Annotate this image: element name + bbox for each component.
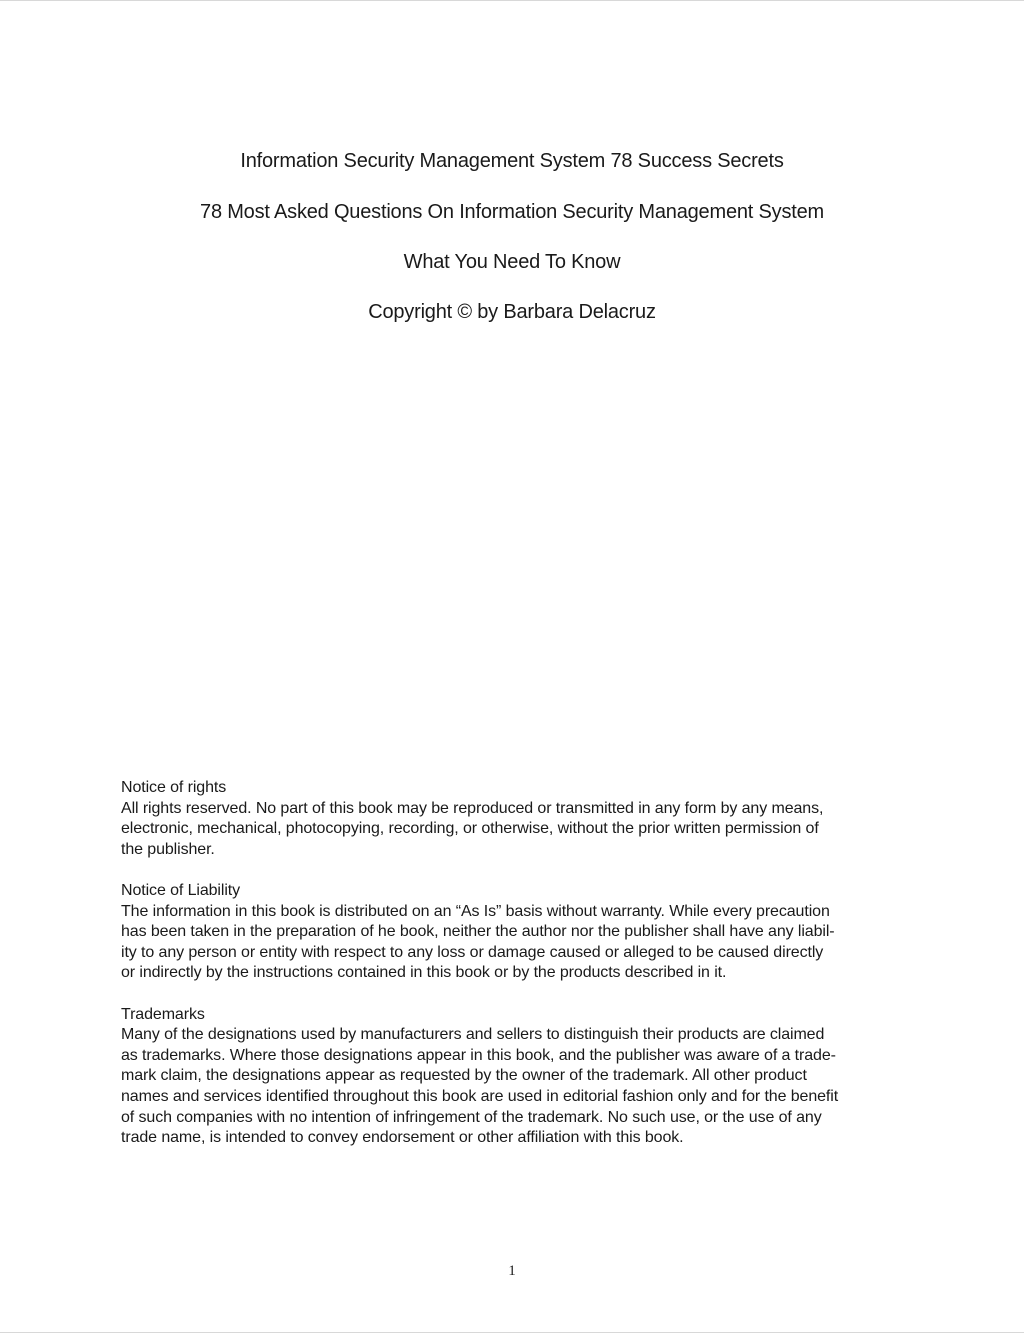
- page-number: 1: [508, 1263, 516, 1279]
- notice-of-rights: [121, 778, 911, 860]
- trademarks-notice: [121, 1005, 911, 1149]
- notice-line: Many of the designations used by manufacturers and sellers to distinguish their products are claimed: [121, 1026, 825, 1044]
- notice-line: of such companies with no intention of infringement of the trademark. No such use, or the use of any: [121, 1108, 822, 1126]
- legal-notices: [121, 778, 911, 1169]
- notice-line: as trademarks. Where those designations appear in this book, and the publisher was aware of a trade-: [121, 1046, 836, 1064]
- notice-heading: Notice of rights: [121, 779, 227, 796]
- notice-of-liability: [121, 881, 911, 984]
- notice-line: All rights reserved. No part of this book may be reproduced or transmitted in any form by any means,: [121, 799, 824, 817]
- notice-line: names and services identified throughout this book are used in editorial fashion only and for the benefit: [121, 1087, 839, 1105]
- notice-line: mark claim, the designations appear as requested by the owner of the trademark. All other product: [121, 1067, 807, 1085]
- book-title: Information Security Management System 78 Success Secrets: [240, 150, 784, 172]
- notice-line: ity to any person or entity with respect to any loss or damage caused or alleged to be caused directly: [121, 943, 824, 961]
- notice-line: or indirectly by the instructions contained in this book or by the products described in it.: [121, 964, 727, 982]
- book-tagline: What You Need To Know: [403, 251, 621, 273]
- book-subtitle: 78 Most Asked Questions On Information Security Management System: [200, 201, 824, 223]
- notice-heading: Trademarks: [121, 1005, 205, 1023]
- notice-heading: Notice of Liability: [121, 881, 241, 899]
- copyright-line: Copyright © by Barbara Delacruz: [368, 301, 656, 323]
- notice-line: electronic, mechanical, photocopying, recording, or otherwise, without the prior written permission of: [121, 820, 819, 838]
- notice-line: the publisher.: [121, 840, 215, 858]
- notice-line: has been taken in the preparation of he book, neither the author nor the publisher shall have any liabil-: [121, 923, 835, 941]
- notice-line: The information in this book is distributed on an “As Is” basis without warranty. While every precaution: [121, 902, 830, 920]
- notice-line: trade name, is intended to convey endorsement or other affiliation with this book.: [121, 1129, 684, 1147]
